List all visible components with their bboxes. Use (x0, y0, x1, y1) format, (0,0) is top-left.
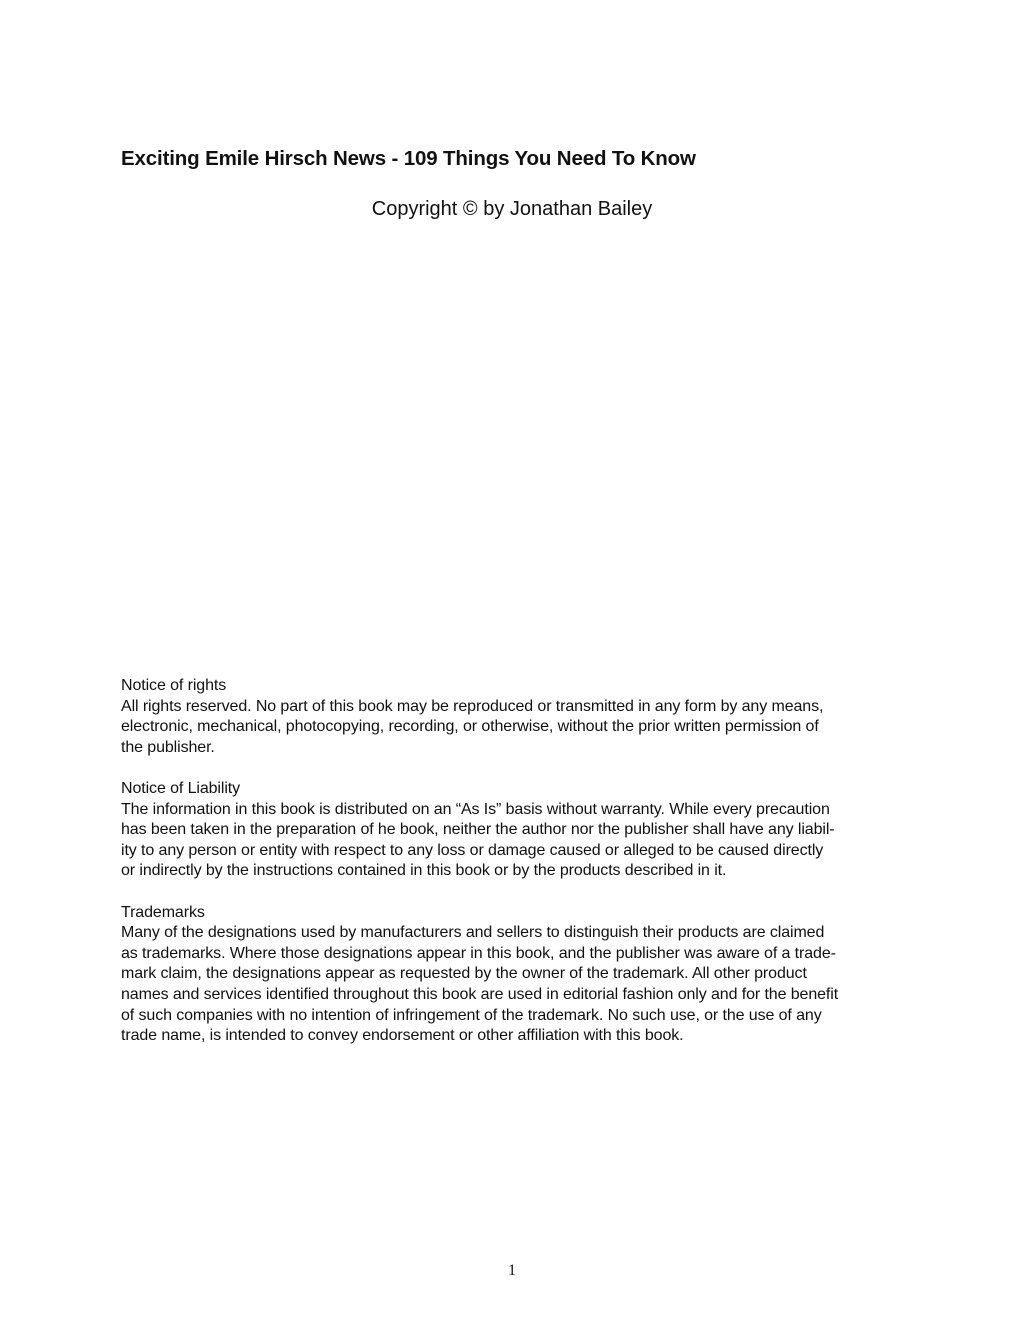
notice-heading: Trademarks (121, 903, 205, 921)
notice-body: The information in this book is distributed on an “As Is” basis without warranty. While every precaution has been taken in the preparation of he book, neither the author nor the publisher shall have any liabil- ity to any person or entity with respect to any loss or damage caused or alleged to be caused directly or indirectly by the instructions contained in this book or by the products described in it. (121, 800, 835, 880)
notice-heading: Notice of rights (121, 677, 227, 694)
notice-body: All rights reserved. No part of this book may be reproduced or transmitted in any form by any means, electronic, mechanical, photocopying, recording, or otherwise, without the prior written permission of the publisher. (121, 697, 824, 756)
notice-of-rights (121, 676, 911, 758)
document-title: Exciting Emile Hirsch News - 109 Things You Need To Know (121, 147, 696, 170)
copyright-line: Copyright © by Jonathan Bailey (371, 198, 653, 220)
notice-of-liability (121, 779, 911, 882)
notice-body: Many of the designations used by manufacturers and sellers to distinguish their products are claimed as trademarks. Where those designations appear in this book, and the publisher was aware of a trade- mark claim, the designations appear as requested by the owner of the trademark. All other product names and services identified throughout this book are used in editorial fashion only and for the benefit of such companies with no intention of infringement of the trademark. No such use, or the use of any trade name, is intended to convey endorsement or other affiliation with this book. (121, 924, 839, 1045)
page-number: 1 (508, 1262, 516, 1279)
notice-heading: Notice of Liability (121, 779, 241, 797)
notice-trademarks (121, 903, 911, 1047)
legal-notices (121, 676, 911, 1067)
